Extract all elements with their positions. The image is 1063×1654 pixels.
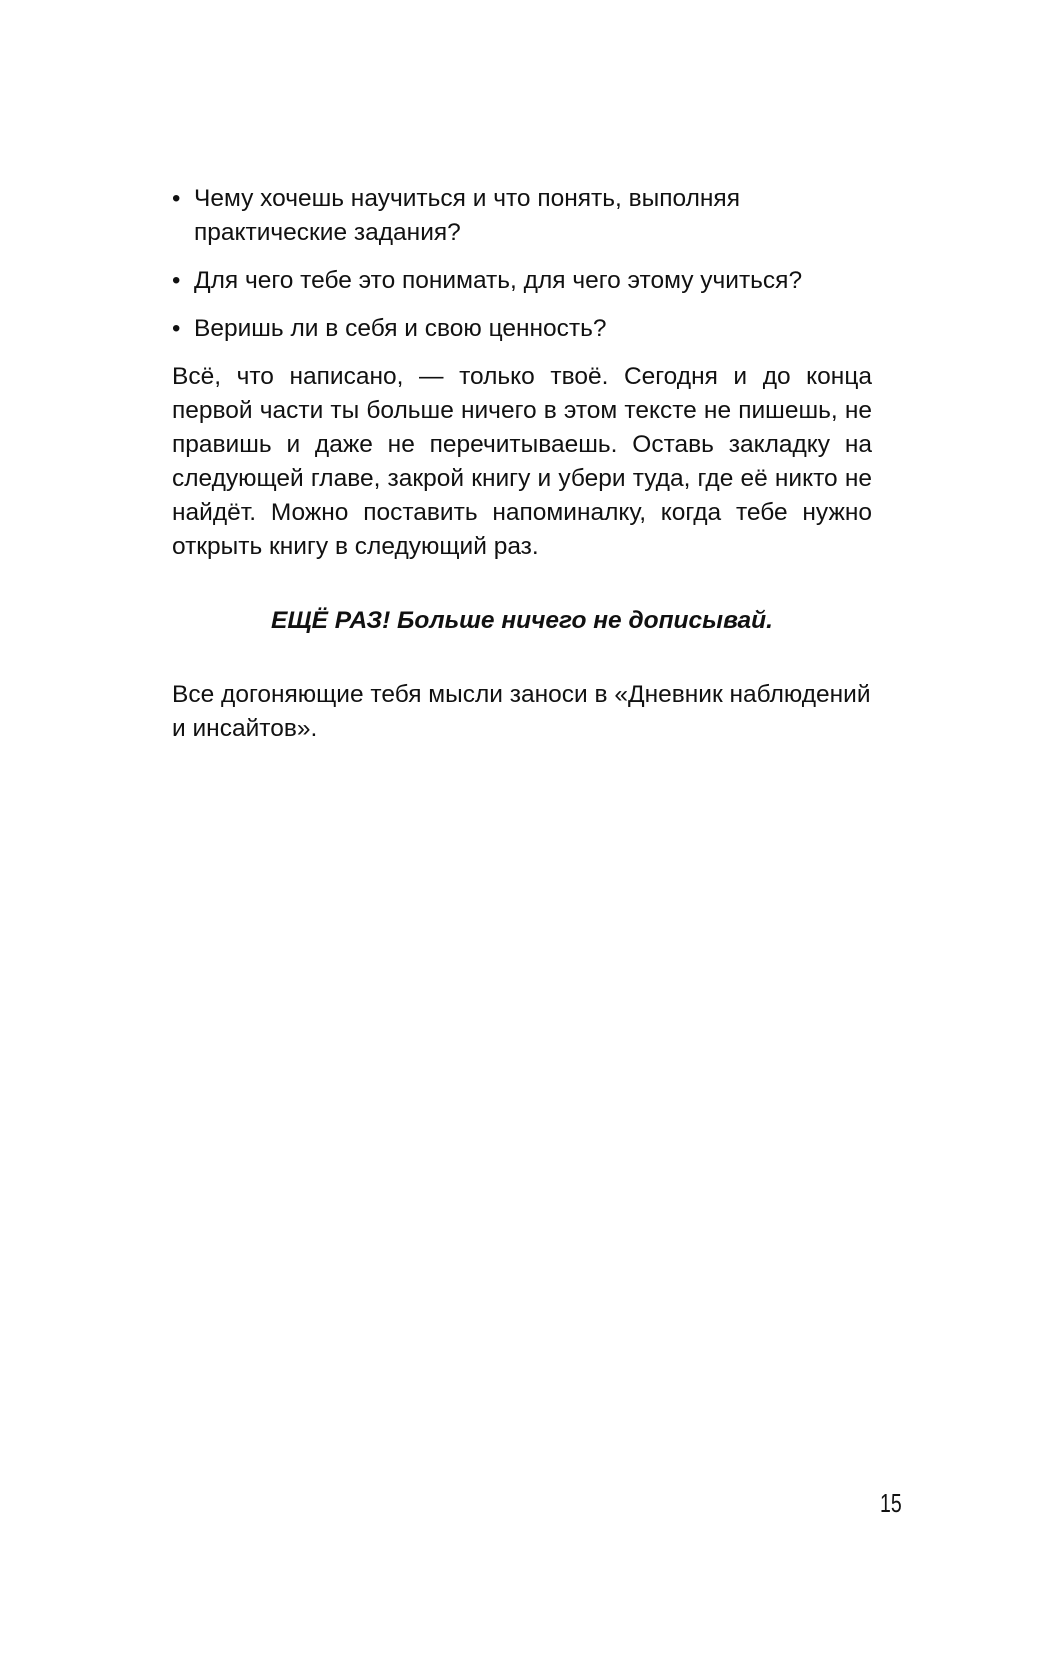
list-item-text: Веришь ли в себя и свою ценность? — [194, 315, 607, 342]
bullet-icon: • — [172, 315, 181, 342]
list-item-text: Чему хочешь научиться и что понять, выполняя практические задания? — [194, 185, 740, 246]
emphasis-line: ЕЩЁ РАЗ! Больше ничего не дописывай. — [271, 607, 773, 634]
page-content — [172, 182, 872, 746]
list-item — [172, 264, 872, 298]
bullet-icon: • — [172, 185, 181, 212]
question-list — [172, 182, 872, 346]
list-item — [172, 312, 872, 346]
diary-paragraph: Все догоняющие тебя мысли заноси в «Дневник наблюдений и инсайтов». — [172, 681, 871, 742]
page-number: 15 — [880, 1488, 902, 1518]
instruction-paragraph: Всё, что написано, — только твоё. Сегодня и до конца первой части ты больше ничего в этом тексте не пишешь, не правишь и даже не перечитываешь. Оставь закладку на следующей главе, закрой книгу и убери туда, где её никто не найдёт. Можно поставить напоминалку, когда тебе нужно открыть книгу в следующий раз. — [172, 363, 872, 560]
list-item — [172, 182, 872, 250]
bullet-icon: • — [172, 267, 181, 294]
list-item-text: Для чего тебе это понимать, для чего этому учиться? — [194, 267, 803, 294]
